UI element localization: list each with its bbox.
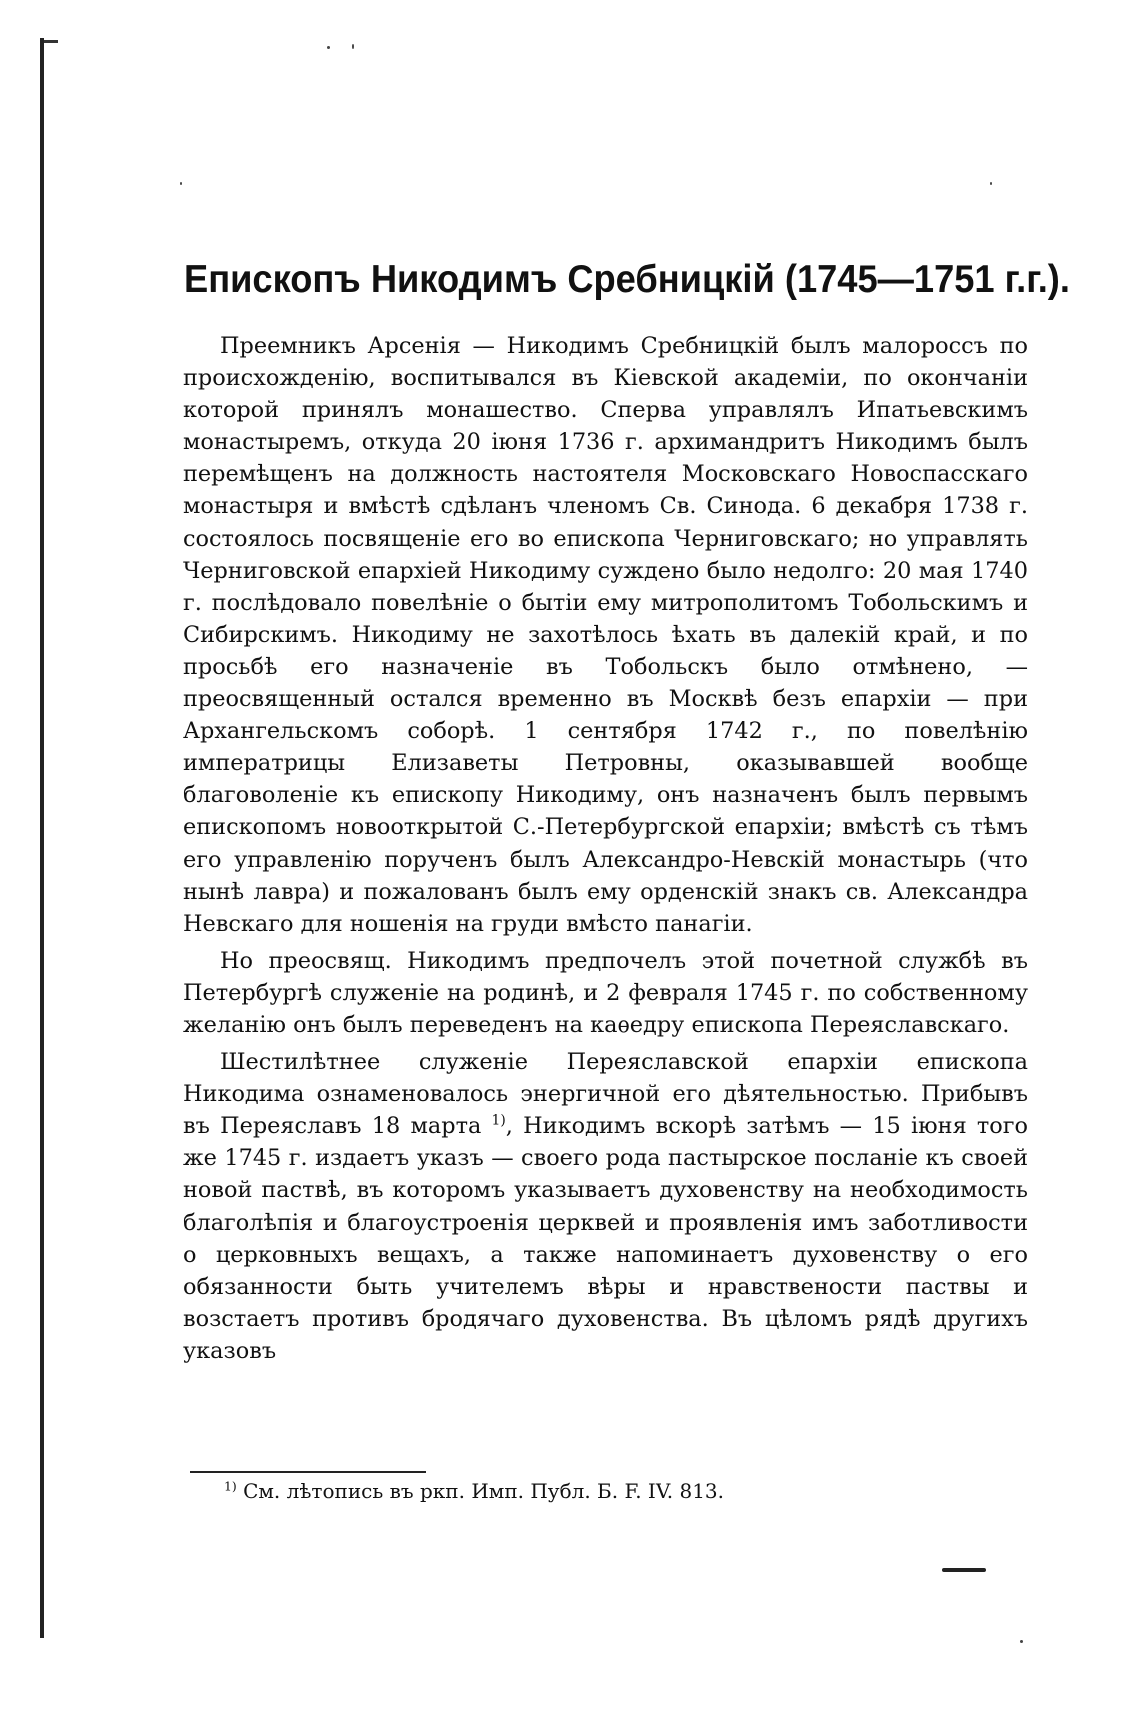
scan-speck xyxy=(990,182,992,185)
paragraph-2: Но преосвящ. Никодимъ предпочелъ этой почетной службѣ въ Петербургѣ служеніе на родинѣ, и 2 февраля 1745 г. по собственному желанію онъ былъ переведенъ на каѳедру епископа Переяславскаго. xyxy=(183,947,1028,1038)
footnote-reference: 1) xyxy=(491,1112,506,1129)
footnote-separator xyxy=(190,1471,426,1473)
footnote-mark: 1) xyxy=(224,1478,237,1494)
paragraph-1: Преемникъ Арсенія — Никодимъ Сребницкій былъ малороссъ по происхожденію, воспитывался въ Кіевской академіи, по окончаніи которой принялъ монашество. Сперва управлялъ Ипатьевскимъ монастыремъ, откуда 20 іюня 1736 г. архимандритъ Никодимъ былъ перемѣщенъ на должность настоятеля Московскаго Новоспасскаго монастыря и вмѣстѣ сдѣланъ членомъ Св. Синода. 6 декабря 1738 г. состоялось посвященіе его во епископа Черниговскаго; но управлять Черниговской епархіей Никодиму суждено было недолго: 20 мая 1740 г. послѣдовало повелѣніе о бытіи ему митрополитомъ Тобольскимъ и Сибирскимъ. Никодиму не захотѣлось ѣхать въ далекій край, и по просьбѣ его назначеніе въ Тобольскъ было отмѣнено, — преосвященный остался временно въ Москвѣ безъ епархіи — при Архангельскомъ соборѣ. 1 сентября 1742 г., по повелѣнію императрицы Елизаветы Петровны, оказывавшей вообще благоволеніе къ епископу Никодиму, онъ назначенъ былъ первымъ епископомъ новооткрытой С.-Петербургской епархіи; вмѣстѣ съ тѣмъ его управленію порученъ былъ Александро-Невскій монастырь (что нынѣ лавра) и пожалованъ былъ ему орденскій знакъ св. Александра Невскаго для ношенія на груди вмѣсто панагіи. xyxy=(183,333,1028,937)
scan-speck xyxy=(327,46,330,49)
page-binding-edge xyxy=(40,38,44,1638)
paragraph-3-start: Шестилѣтнее служеніе Переяславской епархіи епископа Никодима ознаменовалось энергичной его дѣятельностью. Прибывъ въ Переяславъ 18 марта xyxy=(183,1049,1028,1140)
page-end-dash xyxy=(942,1568,986,1572)
scan-speck xyxy=(352,44,354,49)
scan-speck xyxy=(180,182,182,185)
paragraph-3-rest: , Никодимъ вскорѣ затѣмъ — 15 іюня того же 1745 г. издаетъ указъ — своего рода пастырское посланіе къ своей новой паствѣ, въ которомъ указываетъ духовенству на необходимость благолѣпія и благоустроенія церквей и проявленія имъ заботливости о церковныхъ вещахъ, а также напоминаетъ духовенству о его обязанности быть учителемъ вѣры и нравствености паствы и возстаетъ противъ бродячаго духовенства. Въ цѣломъ рядѣ другихъ указовъ xyxy=(183,1113,1028,1364)
binding-mark xyxy=(44,40,58,43)
body-text xyxy=(183,330,1028,1372)
footnote xyxy=(224,1477,824,1505)
page-title: Епископъ Никодимъ Сребницкій (1745—1751 г.г.). xyxy=(184,258,1070,301)
footnote-text: См. лѣтопись въ ркп. Имп. Публ. Б. F. IV. 813. xyxy=(236,1479,725,1503)
paragraph-3 xyxy=(183,1046,1028,1367)
scan-speck xyxy=(1020,1640,1023,1643)
